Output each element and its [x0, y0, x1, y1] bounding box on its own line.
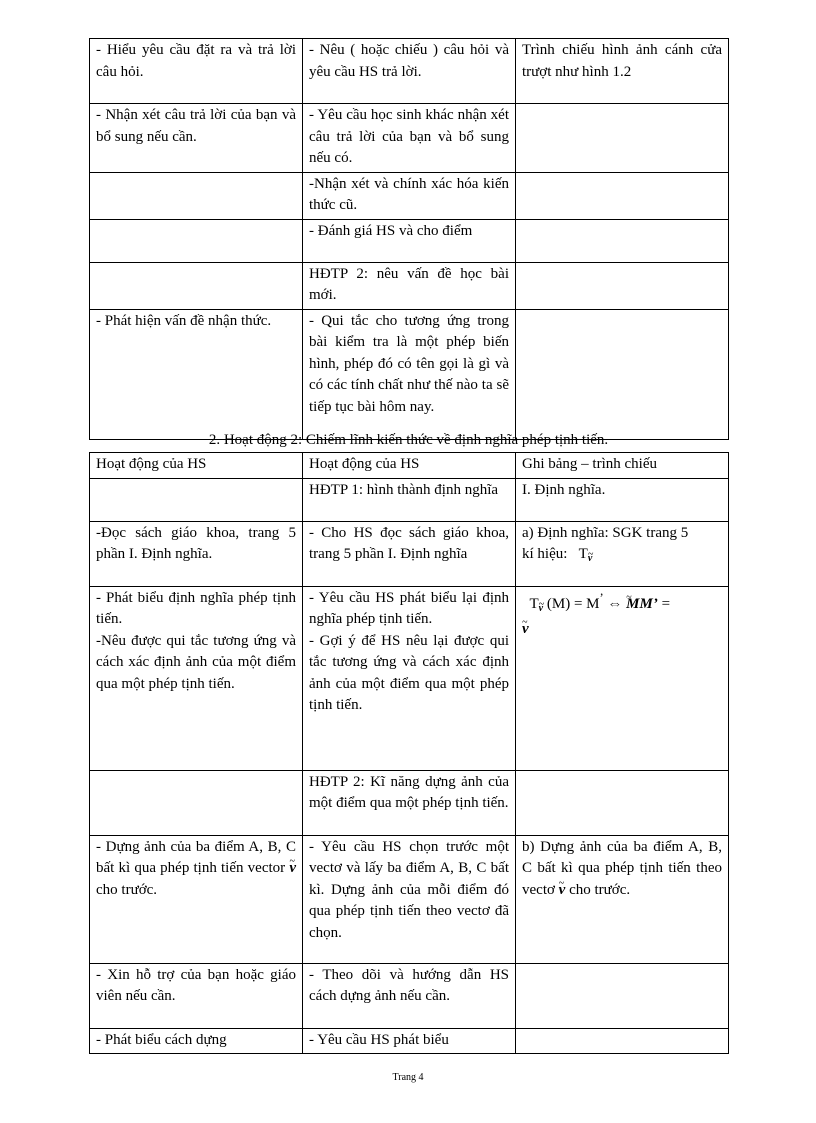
definition-text: a) Định nghĩa: SGK trang 5	[522, 524, 689, 541]
table-cell: I. Định nghĩa.	[516, 478, 729, 521]
table-cell: HĐTP 2: nêu vấn đề học bài mới.	[303, 262, 516, 309]
table-row	[90, 262, 729, 309]
table-cell: - Yêu cầu HS phát biểu	[303, 1028, 516, 1054]
column-header: Hoạt động của HS	[303, 453, 516, 479]
table-row	[90, 172, 729, 219]
table-header-row	[90, 453, 729, 479]
vector-v-symbol: ~ v	[559, 882, 566, 898]
prime-mark: ’	[599, 590, 604, 605]
table-row	[90, 586, 729, 770]
cell-paragraph: -Nêu được qui tắc tương ứng và cách xác định ảnh của một điểm qua một phép tịnh tiến.	[96, 632, 296, 692]
column-header: Hoạt động của HS	[90, 453, 303, 479]
cell-text: - Dựng ảnh của ba điểm A, B, C bất kì qua phép tịnh tiến vector	[96, 838, 296, 876]
notation-line	[522, 544, 722, 570]
table-cell	[516, 104, 729, 173]
iff-symbol: ⇔	[607, 595, 623, 612]
equals-sign: =	[661, 595, 671, 612]
table-row	[90, 309, 729, 439]
table-cell: - Cho HS đọc sách giáo khoa, trang 5 phần I. Định nghĩa	[303, 521, 516, 586]
table-cell	[303, 586, 516, 770]
table-cell	[516, 1028, 729, 1054]
cell-paragraph: - Phát biểu định nghĩa phép tịnh tiến.	[96, 589, 296, 627]
table-row	[90, 770, 729, 835]
table-cell	[516, 963, 729, 1028]
table-cell: HĐTP 1: hình thành định nghĩa	[303, 478, 516, 521]
table-cell	[516, 586, 729, 770]
cell-paragraph: - Gợi ý để HS nêu lại được qui tắc tương ứng và cách xác định ảnh của một điểm qua một phép tịnh tiến.	[309, 632, 509, 713]
section-heading: 2. Hoạt động 2: Chiếm lĩnh kiến thức về định nghĩa phép tịnh tiến.	[208, 432, 609, 448]
table-cell: -Đọc sách giáo khoa, trang 5 phần I. Định nghĩa.	[90, 521, 303, 586]
table-cell	[516, 309, 729, 439]
table-cell: - Qui tắc cho tương ứng trong bài kiểm tra là một phép biến hình, phép đó có tên gọi là gì và có các tính chất như thế nào ta sẽ tiếp tục bài hôm nay.	[303, 309, 516, 439]
column-header: Ghi bảng – trình chiếu	[516, 453, 729, 479]
table-cell	[90, 262, 303, 309]
translation-symbol: T	[578, 546, 588, 562]
page-number: Trang 4	[392, 1072, 424, 1083]
table-cell	[516, 521, 729, 586]
table-cell: - Đánh giá HS và cho điểm	[303, 219, 516, 262]
table-cell: - Theo dõi và hướng dẫn HS cách dựng ảnh nếu cần.	[303, 963, 516, 1028]
table-row	[90, 219, 729, 262]
table-row	[90, 39, 729, 104]
table-cell	[90, 586, 303, 770]
translation-symbol: T	[529, 595, 539, 612]
vector-v-symbol: ~ $_v$	[588, 553, 592, 564]
cell-text: cho trước.	[569, 881, 631, 898]
table-cell: - Nêu ( hoặc chiếu ) câu hỏi và yêu cầu HS trả lời.	[303, 39, 516, 104]
table-cell: - Hiểu yêu cầu đặt ra và trả lời câu hỏi.	[90, 39, 303, 104]
table-cell: - Phát biểu cách dựng	[90, 1028, 303, 1054]
table-row	[90, 478, 729, 521]
table-cell	[90, 219, 303, 262]
notation-label: kí hiệu:	[522, 546, 568, 562]
table-row	[90, 963, 729, 1028]
table-cell	[516, 262, 729, 309]
table-cell: - Xin hỗ trợ của bạn hoặc giáo viên nếu cần.	[90, 963, 303, 1028]
cell-text: cho trước.	[96, 881, 158, 898]
table-cell	[516, 172, 729, 219]
table-cell: - Nhận xét câu trả lời của bạn và bổ sung nếu cần.	[90, 104, 303, 173]
table-cell	[516, 835, 729, 963]
cell-text: b) Dựng ảnh của ba điểm A, B, C bất kì qua phép tịnh tiến theo vectơ	[522, 838, 722, 898]
formula-text: (M) = M	[546, 595, 600, 612]
cell-paragraph: - Yêu cầu HS phát biểu lại định nghĩa phép tịnh tiến.	[309, 589, 509, 627]
table-cell	[90, 770, 303, 835]
table-cell: Trình chiếu hình ảnh cánh cửa trượt như hình 1.2	[516, 39, 729, 104]
table-row	[90, 1028, 729, 1054]
table-cell	[516, 770, 729, 835]
table-cell: HĐTP 2: Kĩ năng dựng ảnh của một điểm qua một phép tịnh tiến.	[303, 770, 516, 835]
table-cell: - Yêu cầu HS chọn trước một vectơ và lấy ba điểm A, B, C bất kì. Dựng ảnh của mỗi điểm đó qua phép tịnh tiến theo vectơ đã chọn.	[303, 835, 516, 963]
table-cell: - Yêu cầu học sinh khác nhận xét câu trả lời của bạn và bổ sung nếu có.	[303, 104, 516, 173]
table-cell: -Nhận xét và chính xác hóa kiến thức cũ.	[303, 172, 516, 219]
translation-formula	[522, 590, 671, 638]
table-cell	[516, 219, 729, 262]
activity-table-1	[89, 38, 729, 440]
table-cell: - Phát hiện vấn đề nhận thức.	[90, 309, 303, 439]
vector-v-symbol: ~ v	[289, 860, 296, 876]
vector-mm-symbol: ~ MM’	[626, 596, 658, 612]
table-row	[90, 835, 729, 963]
activity-table-2	[89, 452, 729, 1054]
vector-v-symbol: ~ $_v$	[539, 603, 543, 614]
table-cell	[90, 172, 303, 219]
table-row	[90, 104, 729, 173]
table-cell	[90, 835, 303, 963]
table-cell	[90, 478, 303, 521]
vector-v-symbol: ~ v	[522, 621, 529, 637]
table-row	[90, 521, 729, 586]
